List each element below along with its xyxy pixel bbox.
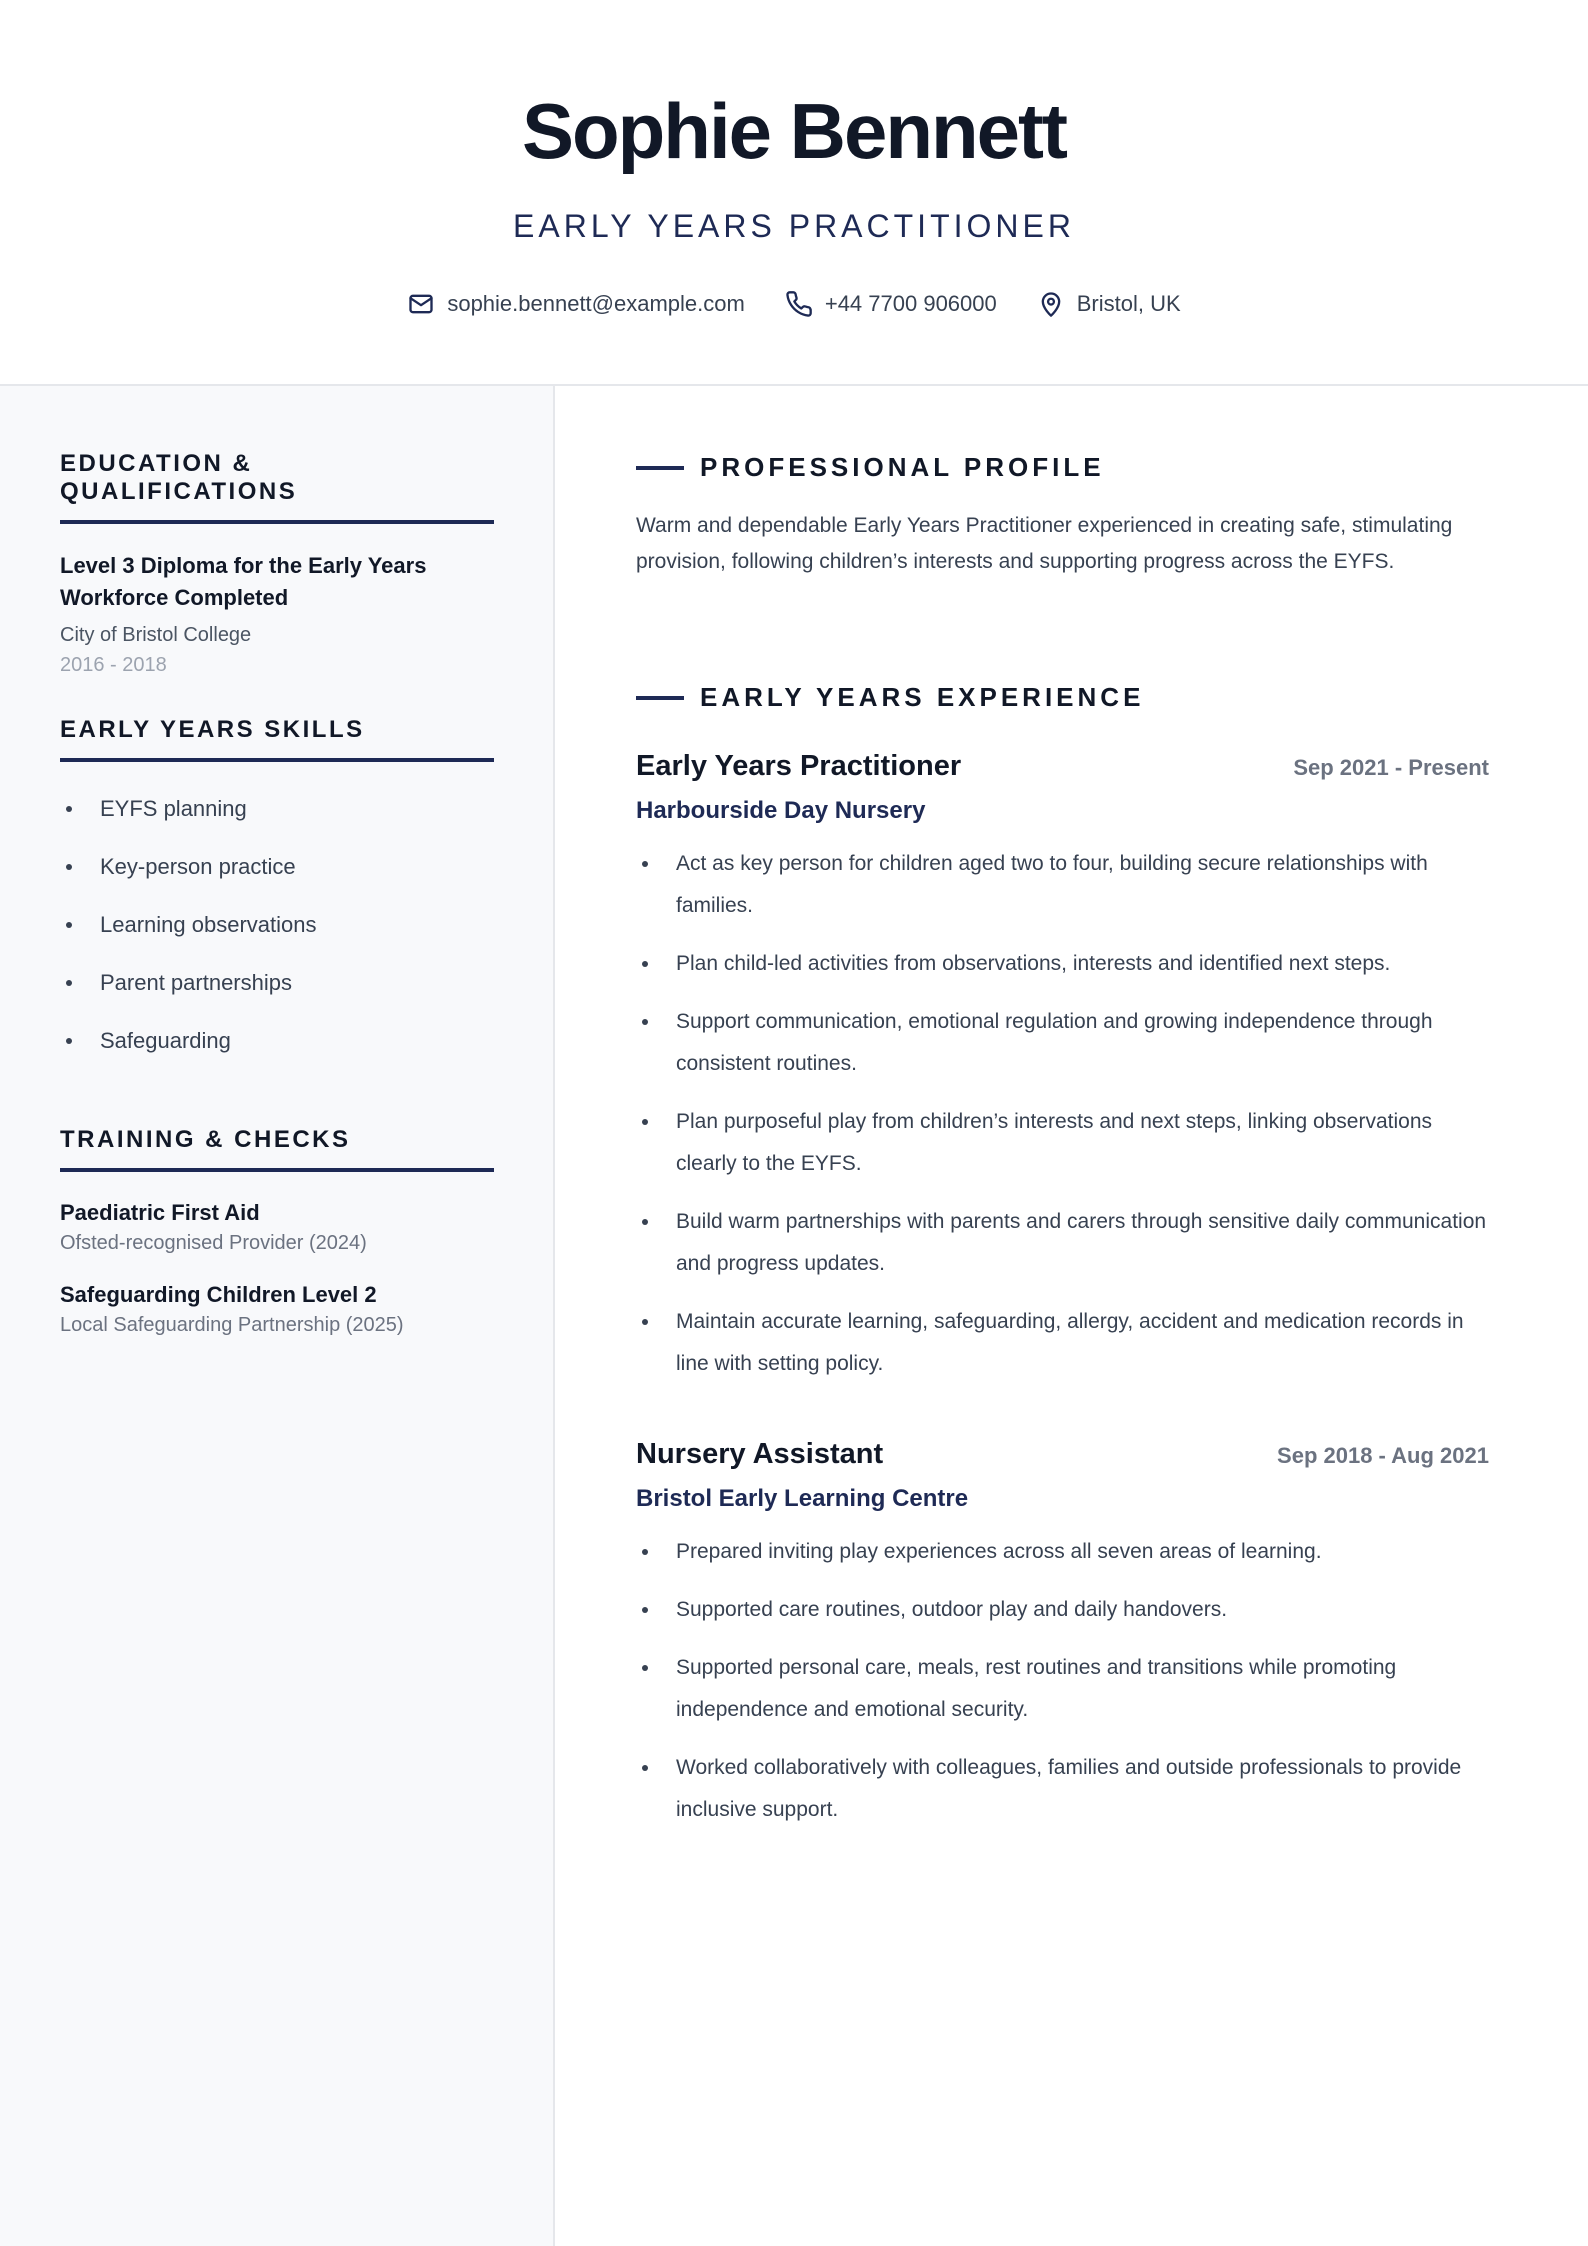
skill-item bbox=[60, 838, 494, 896]
job-bullet bbox=[636, 843, 1489, 927]
bullet-dot bbox=[642, 1019, 648, 1025]
job-company: Bristol Early Learning Centre bbox=[636, 1485, 969, 1512]
job-bullet bbox=[636, 1301, 1489, 1385]
main-content bbox=[555, 386, 1588, 2246]
skill-item bbox=[60, 1012, 494, 1070]
education-section bbox=[60, 450, 494, 680]
profile-heading-label: PROFESSIONAL PROFILE bbox=[700, 452, 1105, 482]
bullet-text: Support communication, emotional regulation and growing independence through consistent routines. bbox=[676, 1010, 1433, 1075]
bullet-text: Plan child-led activities from observations, interests and identified next steps. bbox=[676, 952, 1391, 975]
bullet-dot bbox=[66, 980, 72, 986]
skill-item bbox=[60, 954, 494, 1012]
job-entry bbox=[636, 1438, 1489, 1847]
job-entry bbox=[636, 750, 1489, 1401]
training-detail: Ofsted-recognised Provider (2024) bbox=[60, 1232, 367, 1254]
job-company: Harbourside Day Nursery bbox=[636, 797, 926, 824]
phone-text: +44 7700 906000 bbox=[824, 291, 997, 316]
job-bullet bbox=[636, 943, 1489, 985]
job-dates: Sep 2021 - Present bbox=[1293, 755, 1489, 780]
bullet-text: Act as key person for children aged two to four, building secure relationships with families. bbox=[676, 852, 1428, 917]
training-section bbox=[60, 1126, 494, 1340]
skills-heading: EARLY YEARS SKILLS bbox=[60, 716, 494, 762]
skills-section bbox=[60, 716, 494, 1070]
bullet-dot bbox=[66, 806, 72, 812]
job-bullet bbox=[636, 1589, 1489, 1631]
skill-label: EYFS planning bbox=[100, 796, 247, 821]
training-item bbox=[60, 1198, 494, 1258]
bullet-dot bbox=[642, 1319, 648, 1325]
job-bullets bbox=[636, 1531, 1489, 1831]
bullet-dot bbox=[642, 1665, 648, 1671]
bullet-dot bbox=[642, 961, 648, 967]
experience-heading-label: EARLY YEARS EXPERIENCE bbox=[700, 682, 1145, 712]
skill-label: Learning observations bbox=[100, 912, 317, 937]
education-dates: 2016 - 2018 bbox=[60, 654, 167, 676]
email-text: sophie.bennett@example.com bbox=[447, 291, 745, 316]
bullet-dot bbox=[642, 861, 648, 867]
profile-heading bbox=[636, 452, 1105, 483]
bullet-dot bbox=[642, 1549, 648, 1555]
job-dates: Sep 2018 - Aug 2021 bbox=[1277, 1443, 1489, 1468]
sidebar bbox=[0, 386, 555, 2246]
profile-text: Warm and dependable Early Years Practitioner experienced in creating safe, stimulating provision, following children’s interests and supporting progress across the EYFS. bbox=[636, 514, 1453, 573]
skill-label: Safeguarding bbox=[100, 1028, 231, 1053]
skill-label: Key-person practice bbox=[100, 854, 296, 879]
bullet-dot bbox=[642, 1219, 648, 1225]
skill-item bbox=[60, 780, 494, 838]
contact-bar bbox=[0, 290, 1588, 318]
job-bullet bbox=[636, 1647, 1489, 1731]
experience-heading bbox=[636, 682, 1144, 713]
contact-phone[interactable] bbox=[785, 290, 997, 318]
job-header bbox=[636, 750, 1489, 783]
contact-email[interactable] bbox=[407, 290, 745, 318]
job-header bbox=[636, 1438, 1489, 1471]
bullet-dot bbox=[66, 922, 72, 928]
job-bullet bbox=[636, 1747, 1489, 1831]
training-detail: Local Safeguarding Partnership (2025) bbox=[60, 1314, 404, 1336]
candidate-name: Sophie Bennett bbox=[521, 87, 1066, 175]
bullet-text: Worked collaboratively with colleagues, families and outside professionals to provide inclusive support. bbox=[676, 1756, 1462, 1821]
bullet-text: Supported personal care, meals, rest routines and transitions while promoting independence and emotional security. bbox=[676, 1656, 1397, 1721]
location-text: Bristol, UK bbox=[1076, 291, 1181, 316]
bullet-text: Supported care routines, outdoor play and daily handovers. bbox=[676, 1598, 1228, 1621]
institution-name: City of Bristol College bbox=[60, 624, 252, 646]
bullet-dot bbox=[642, 1765, 648, 1771]
bullet-dot bbox=[66, 1038, 72, 1044]
contact-location bbox=[1037, 290, 1181, 318]
training-title: Safeguarding Children Level 2 bbox=[60, 1282, 377, 1307]
bullet-dot bbox=[66, 864, 72, 870]
heading-accent-bar bbox=[636, 466, 684, 470]
bullet-text: Prepared inviting play experiences across all seven areas of learning. bbox=[676, 1540, 1322, 1563]
map-pin-icon bbox=[1037, 290, 1065, 318]
bullet-text: Build warm partnerships with parents and carers through sensitive daily communication and progress updates. bbox=[676, 1210, 1487, 1275]
phone-icon bbox=[785, 290, 813, 318]
training-heading: TRAINING & CHECKS bbox=[60, 1126, 494, 1172]
job-bullet bbox=[636, 1101, 1489, 1185]
job-role: Nursery Assistant bbox=[636, 1438, 884, 1470]
job-bullet bbox=[636, 1201, 1489, 1285]
qualification-title: Level 3 Diploma for the Early Years Workforce Completed bbox=[60, 553, 427, 610]
envelope-icon bbox=[407, 290, 435, 318]
bullet-dot bbox=[642, 1607, 648, 1613]
training-item bbox=[60, 1280, 494, 1340]
job-bullet bbox=[636, 1001, 1489, 1085]
bullet-text: Maintain accurate learning, safeguarding, allergy, accident and medication records in line with setting policy. bbox=[676, 1310, 1464, 1375]
job-role: Early Years Practitioner bbox=[636, 750, 962, 782]
heading-accent-bar bbox=[636, 696, 684, 700]
bullet-dot bbox=[642, 1119, 648, 1125]
bullet-text: Plan purposeful play from children’s interests and next steps, linking observations clearly to the EYFS. bbox=[676, 1110, 1433, 1175]
skills-list bbox=[60, 780, 494, 1070]
education-heading: EDUCATION & QUALIFICATIONS bbox=[60, 450, 494, 524]
training-title: Paediatric First Aid bbox=[60, 1200, 260, 1225]
job-title: EARLY YEARS PRACTITIONER bbox=[513, 208, 1075, 244]
resume-header bbox=[0, 0, 1588, 386]
job-bullets bbox=[636, 843, 1489, 1385]
job-bullet bbox=[636, 1531, 1489, 1573]
skill-item bbox=[60, 896, 494, 954]
skill-label: Parent partnerships bbox=[100, 970, 292, 995]
